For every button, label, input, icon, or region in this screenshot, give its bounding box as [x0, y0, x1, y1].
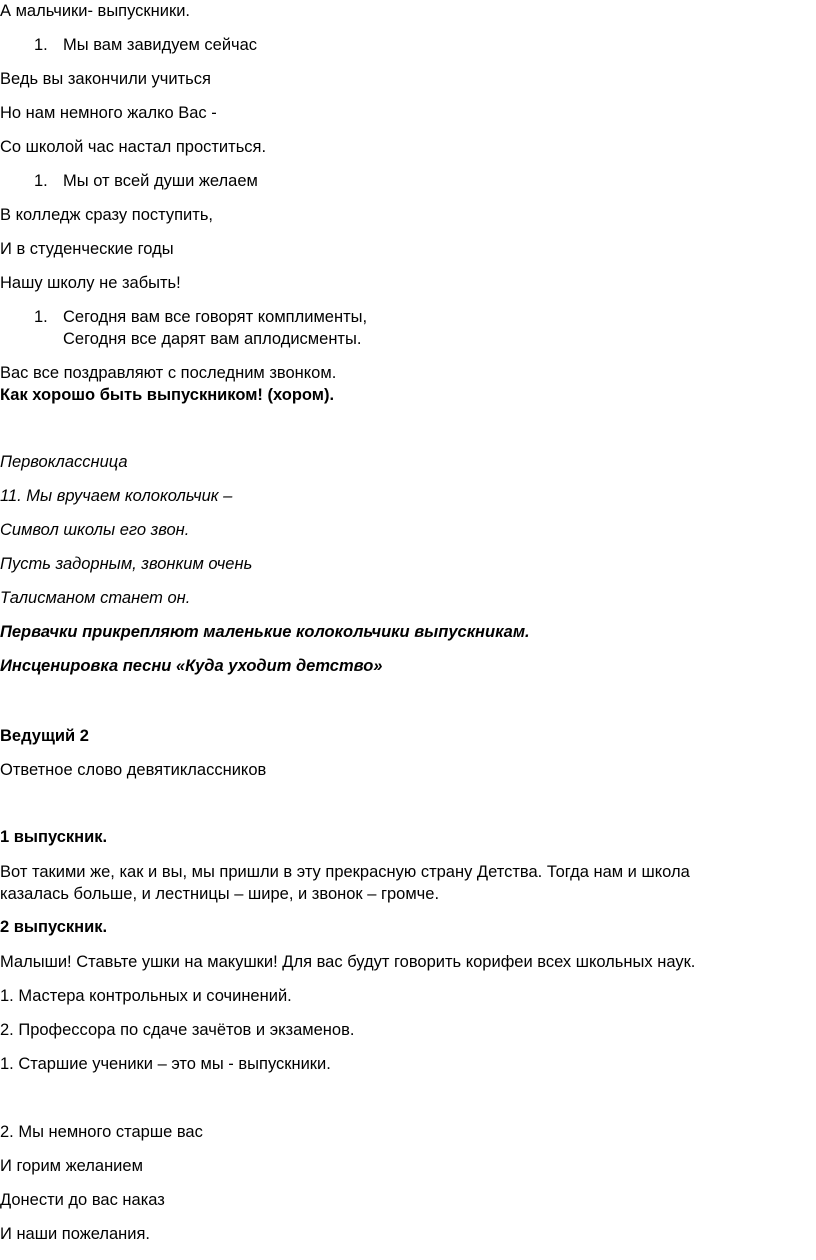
- italic-line: Пусть задорным, звонким очень: [0, 555, 253, 573]
- list-text: Сегодня вам все говорят комплименты,: [63, 308, 368, 326]
- text-line: В колледж сразу поступить,: [0, 206, 214, 224]
- bold-italic-line: Инсценировка песни «Куда уходит детство»: [0, 657, 383, 675]
- speaker-heading: Ведущий 2: [0, 727, 89, 745]
- italic-line: 11. Мы вручаем колокольчик –: [0, 487, 233, 505]
- text-line: Малыши! Ставьте ушки на макушки! Для вас будут говорить корифеи всех школьных наук.: [0, 953, 696, 971]
- list-number: 1.: [34, 308, 48, 326]
- bold-italic-line: Первачки прикрепляют маленькие колокольчики выпускникам.: [0, 623, 530, 641]
- italic-heading: Первоклассница: [0, 453, 128, 471]
- text-line: Со школой час настал проститься.: [0, 138, 267, 156]
- paragraph-line: казалась больше, и лестницы – шире, и звонок – громче.: [0, 885, 440, 903]
- speaker-heading: 1 выпускник.: [0, 828, 108, 846]
- text-line: Вас все поздравляют с последним звонком.: [0, 364, 337, 382]
- list-text: Мы от всей души желаем: [63, 172, 258, 190]
- text-line: 1. Мастера контрольных и сочинений.: [0, 987, 292, 1005]
- text-line: И наши пожелания.: [0, 1225, 151, 1243]
- bold-line: Как хорошо быть выпускником! (хором).: [0, 386, 335, 404]
- text-line: И в студенческие годы: [0, 240, 174, 258]
- italic-line: Символ школы его звон.: [0, 521, 190, 539]
- list-number: 1.: [34, 36, 48, 54]
- text-line: Ведь вы закончили учиться: [0, 70, 211, 88]
- text-line: 2. Профессора по сдаче зачётов и экзаменов.: [0, 1021, 355, 1039]
- text-line: Но нам немного жалко Вас -: [0, 104, 217, 122]
- text-line: 2. Мы немного старше вас: [0, 1123, 203, 1141]
- list-text: Сегодня все дарят вам аплодисменты.: [63, 330, 362, 348]
- text-line: 1. Старшие ученики – это мы - выпускники.: [0, 1055, 331, 1073]
- italic-line: Талисманом станет он.: [0, 589, 191, 607]
- text-line: А мальчики- выпускники.: [0, 2, 190, 20]
- text-line: Донести до вас наказ: [0, 1191, 165, 1209]
- list-number: 1.: [34, 172, 48, 190]
- speaker-heading: 2 выпускник.: [0, 918, 108, 936]
- list-text: Мы вам завидуем сейчас: [63, 36, 258, 54]
- paragraph-line: Вот такими же, как и вы, мы пришли в эту прекрасную страну Детства. Тогда нам и школа: [0, 863, 690, 881]
- text-line: Нашу школу не забыть!: [0, 274, 181, 292]
- text-line: Ответное слово девятиклассников: [0, 761, 267, 779]
- text-line: И горим желанием: [0, 1157, 143, 1175]
